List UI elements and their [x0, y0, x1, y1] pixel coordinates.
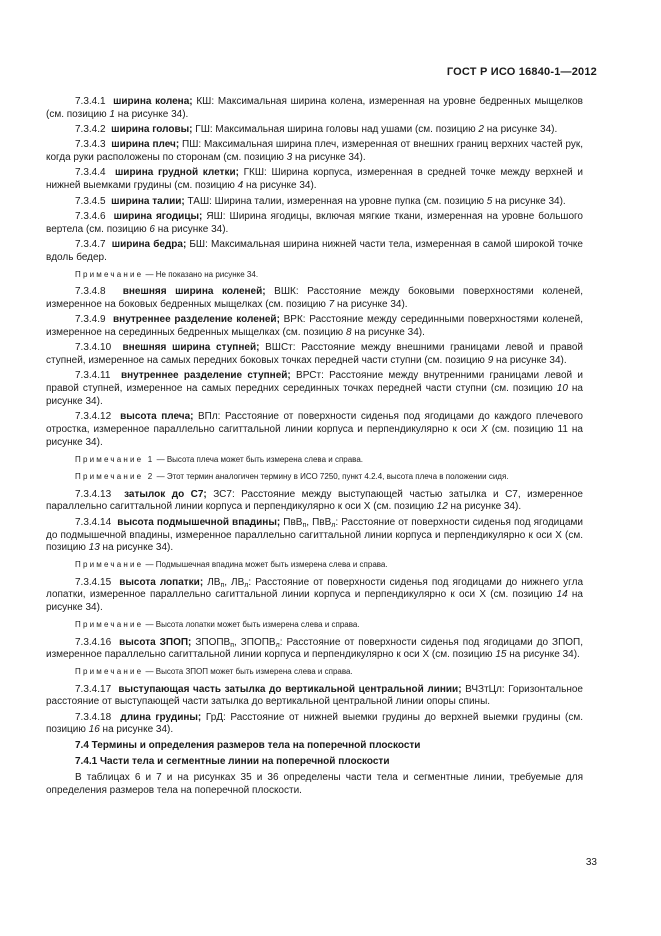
definition-7-3-4-14: 7.3.4.14 высота подмышечной впадины; ПвВ$_п$, ПвВ$_л$: Расстояние от поверхности сиденья под ягодицами до подмышечной впадины, измеренное параллельно сагиттальной линии корпуса и перпендикулярно к оси Х (см. позицию 13 на рисунке 34). — [46, 516, 583, 554]
definition-7-3-4-13: 7.3.4.13 затылок до С7; ЗС7: Расстояние между выступающей частью затылка и С7, измеренное параллельно сагиттальной линии корпуса и перпендикулярно к оси Х (см. позицию 12 на рисунке 34). — [46, 488, 583, 513]
paragraph-7-4-1: В таблицах 6 и 7 и на рисунках 35 и 36 определены части тела и сегментные линии, требуемые для определения размеров тела на поперечной плоскости. — [46, 771, 583, 796]
definition-7-3-4-17: 7.3.4.17 выступающая часть затылка до вертикальной центральной линии; ВЧЗтЦл: Горизонтальное расстояние от выступающей части затылка до вертикальной центральной линии опоры спины. — [46, 683, 583, 708]
note: Примечание 1 — Высота плеча может быть измерена слева и справа. — [75, 454, 363, 464]
page-content — [46, 96, 583, 797]
section-heading-7-4-1: 7.4.1 Части тела и сегментные линии на поперечной плоскости — [75, 756, 390, 768]
definition-7-3-4-18: 7.3.4.18 длина грудины; ГрД: Расстояние от нижней выемки грудины до верхней выемки грудины (см. позицию 16 на рисунке 34). — [46, 711, 583, 736]
definition-7-3-4-2: 7.3.4.2 ширина головы; ГШ: Максимальная ширина головы над ушами (см. позицию 2 на рисунке 34). — [75, 124, 558, 136]
definition-7-3-4-8: 7.3.4.8 внешняя ширина коленей; ВШК: Расстояние между боковыми поверхностями коленей, измеренное на боковых бедренных мыщелках (см. позицию 7 на рисунке 34). — [46, 286, 583, 310]
definition-7-3-4-5: 7.3.4.5 ширина талии; ТАШ: Ширина талии, измеренная на уровне пупка (см. позицию 5 на рисунке 34). — [75, 195, 566, 207]
definition-7-3-4-3: 7.3.4.3 ширина плеч; ПШ: Максимальная ширина плеч, измеренная от внешних границ верхних частей рук, когда руки расположены по сторонам (см. позицию 3 на рисунке 34). — [46, 139, 583, 164]
definition-7-3-4-12: 7.3.4.12 высота плеча; ВПл: Расстояние от поверхности сиденья под ягодицами до каждого плечевого отростка, измеренное параллельно сагиттальной линии корпуса и перпендикулярно к оси X (см. позицию 11 на рисунке 34). — [46, 411, 583, 448]
definition-7-3-4-9: 7.3.4.9 внутреннее разделение коленей; ВРК: Расстояние между серединными поверхностями коленей, измеренное на серединных бедренных мыщелках (см. позицию 8 на рисунке 34). — [46, 314, 583, 338]
definition-7-3-4-10: 7.3.4.10 внешняя ширина ступней; ВШСт: Расстояние между внешними границами левой и правой ступней, измеренное на самых передних боковых точках передней части ступни (см. позицию 9 на рисунке 34). — [46, 342, 583, 367]
document-header: ГОСТ Р ИСО 16840-1—2012 — [446, 66, 597, 78]
note: Примечание — Подмышечная впадина может быть измерена слева и справа. — [75, 560, 388, 570]
section-heading-7-4: 7.4 Термины и определения размеров тела на поперечной плоскости — [75, 740, 421, 752]
definition-7-3-4-11: 7.3.4.11 внутреннее разделение ступней; ВРСт: Расстояние между внутренними границами левой и правой ступней, измеренное на самых передних серединных точках передней части ступни (см. позицию 10 на рисунке 34). — [46, 370, 583, 407]
definition-7-3-4-6: 7.3.4.6 ширина ягодицы; ЯШ: Ширина ягодицы, включая мягкие ткани, измеренная на уровне большого вертела (см. позицию 6 на рисунке 34). — [46, 210, 583, 235]
definition-7-3-4-15: 7.3.4.15 высота лопатки; $ЛВ_п$, $ЛВ_л$: Расстояние от поверхности сиденья под ягодицами до нижнего угла лопатки, измеренное параллельно сагиттальной линии корпуса и перпендикулярно к оси Х (см. позицию 14 на рисунке 34). — [46, 576, 584, 614]
definition-7-3-4-4: 7.3.4.4 ширина грудной клетки; ГКШ: Ширина корпуса, измеренная в средней точке между верхней и нижней выемками грудины (см. позицию 4 на рисунке 34). — [46, 167, 584, 192]
note: Примечание — Не показано на рисунке 34. — [75, 269, 259, 279]
note: Примечание 2 — Этот термин аналогичен термину в ИСО 7250, пункт 4.2.4, высота плеча в положении сидя. — [75, 472, 509, 482]
definition-7-3-4-7: 7.3.4.7 ширина бедра; БШ: Максимальная ширина нижней части тела, измеренная в самой широкой точке вдоль бедер. — [46, 238, 583, 263]
definition-7-3-4-16: 7.3.4.16 высота ЗПОП; $ЗПОПВ_п$, $ЗПОПВ_л$: Расстояние от поверхности сиденья под ягодицами до ЗПОП, измеренное параллельно сагиттальной линии корпуса и перпендикулярно к оси Х (см. позицию 15 на рисунке 34). — [46, 636, 583, 661]
page-number: 33 — [585, 857, 597, 868]
note: Примечание — Высота лопатки может быть измерена слева и справа. — [75, 620, 360, 629]
note: Примечание — Высота ЗПОП может быть измерена слева и справа. — [75, 667, 353, 677]
definition-7-3-4-1: 7.3.4.1 ширина колена; КШ: Максимальная ширина колена, измеренная на уровне бедренных мыщелков (см. позицию 1 на рисунке 34). — [46, 96, 583, 120]
